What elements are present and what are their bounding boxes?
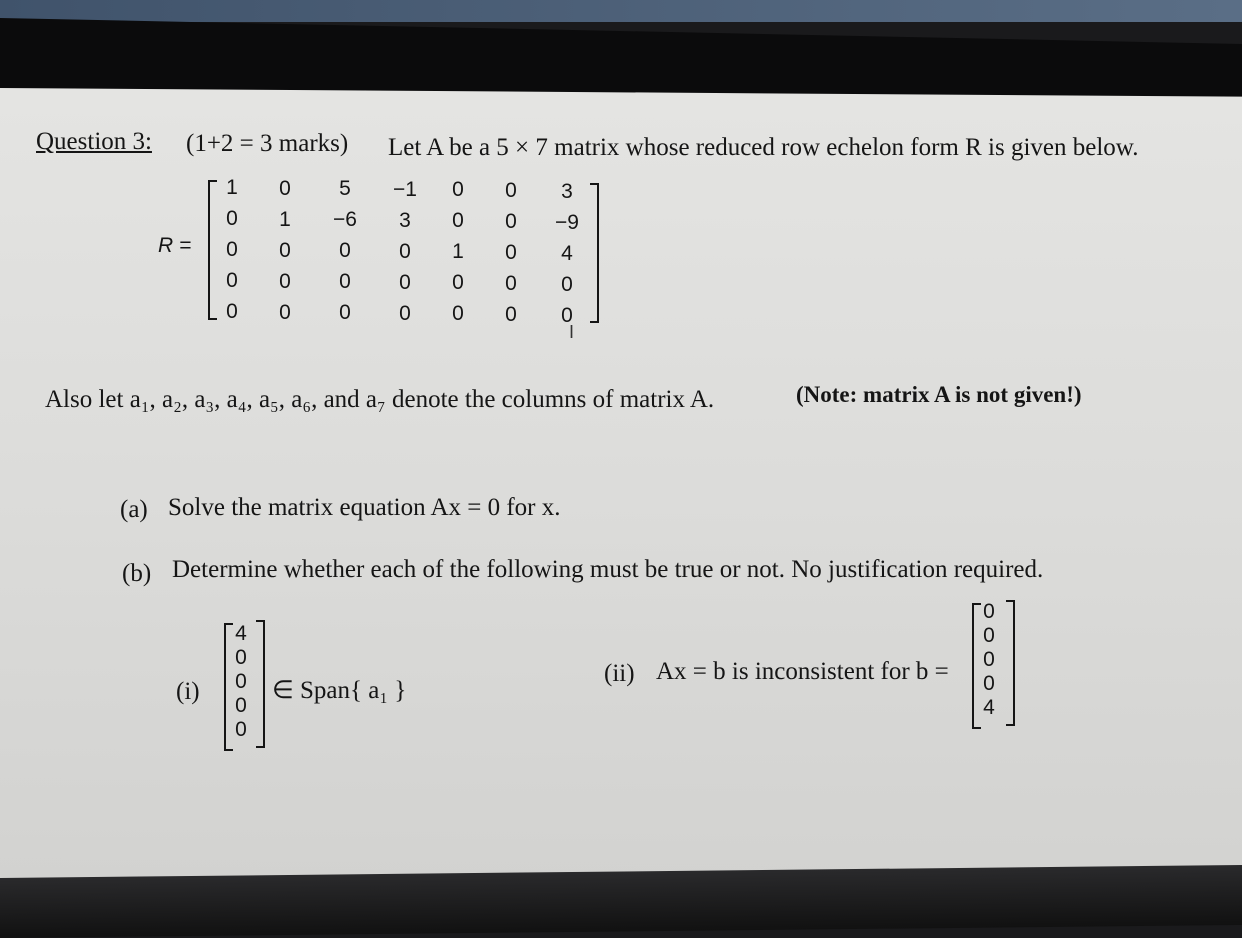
vector-b-entry: 0: [983, 672, 995, 695]
matrix-right-bracket: [590, 183, 599, 323]
matrix-cell: −1: [393, 177, 417, 201]
matrix-label: R =: [158, 234, 192, 257]
screen: [0, 88, 1242, 897]
part-a-text: Solve the matrix equation Ax = 0 for x.: [168, 494, 561, 521]
matrix-cell: 0: [399, 239, 411, 263]
vector-i-entry: 0: [235, 670, 247, 693]
matrix-cell: 0: [339, 270, 351, 294]
vector-b-entry: 0: [983, 600, 995, 623]
part-ii-label: (ii): [604, 660, 635, 687]
matrix-cell: −6: [333, 208, 357, 232]
matrix-cell: 0: [452, 209, 464, 233]
vector-b-entry: 0: [983, 624, 995, 647]
part-i-text: ∈ Span{ a₁ }: [272, 677, 407, 704]
matrix-cell: 0: [279, 269, 291, 293]
matrix-cell: 0: [452, 302, 464, 326]
part-a-label: (a): [120, 496, 148, 523]
question-marks: (1+2 = 3 marks): [186, 130, 349, 157]
matrix-cell: 0: [279, 300, 291, 324]
vector-b-entry: 4: [983, 696, 995, 719]
matrix-cell: 1: [452, 240, 464, 264]
matrix-cell: 1: [226, 176, 238, 199]
matrix-cell: 0: [505, 241, 517, 264]
matrix-cell: 0: [505, 210, 517, 233]
question-intro: Let A be a 5 × 7 matrix whose reduced row echelon form R is given below.: [388, 134, 1139, 161]
text-cursor-icon: I: [569, 322, 575, 342]
matrix-cell: 0: [339, 301, 351, 325]
vector-i-entry: 4: [235, 622, 247, 645]
question-label: Question 3:: [36, 128, 152, 155]
matrix-cell: 0: [399, 270, 411, 294]
matrix-cell: 0: [279, 238, 291, 262]
part-ii-text: Ax = b is inconsistent for b =: [656, 658, 949, 685]
part-b-label: (b): [122, 560, 152, 587]
note-text: (Note: matrix A is not given!): [796, 382, 1082, 407]
matrix-cell: 0: [279, 176, 291, 200]
matrix-cell: 0: [226, 300, 238, 323]
matrix-cell: 0: [226, 207, 238, 230]
matrix-cell: 0: [505, 303, 517, 326]
matrix-cell: 0: [561, 303, 573, 327]
matrix-cell: 0: [226, 269, 238, 292]
matrix-cell: 3: [399, 208, 411, 232]
matrix-cell: 0: [505, 272, 517, 295]
matrix-cell: −9: [555, 210, 579, 234]
vector-i-entry: 0: [235, 646, 247, 669]
matrix-cell: 0: [226, 238, 238, 261]
part-b-text: Determine whether each of the following must be true or not. No justification required.: [172, 556, 1044, 583]
matrix-cell: 3: [561, 179, 573, 203]
vector-b-entry: 0: [983, 648, 995, 671]
columns-text: Also let a₁, a₂, a₃, a₄, a₅, a₆, and a₇ denote the columns of matrix A.: [45, 386, 715, 413]
matrix-cell: 0: [452, 271, 464, 295]
vector-i-entry: 0: [235, 694, 247, 717]
background-wall: [0, 0, 1242, 22]
matrix-cell: 0: [452, 178, 464, 202]
matrix-cell: 0: [561, 272, 573, 296]
vector-i-entry: 0: [235, 718, 247, 741]
part-i-label: (i): [176, 678, 200, 705]
matrix-cell: 0: [505, 179, 517, 202]
matrix-cell: 0: [399, 301, 411, 325]
matrix-cell: 4: [561, 241, 573, 265]
matrix-cell: 1: [279, 207, 291, 231]
monitor-bezel-bottom: [0, 865, 1242, 938]
matrix-cell: 5: [339, 177, 351, 201]
matrix-cell: 0: [339, 239, 351, 263]
